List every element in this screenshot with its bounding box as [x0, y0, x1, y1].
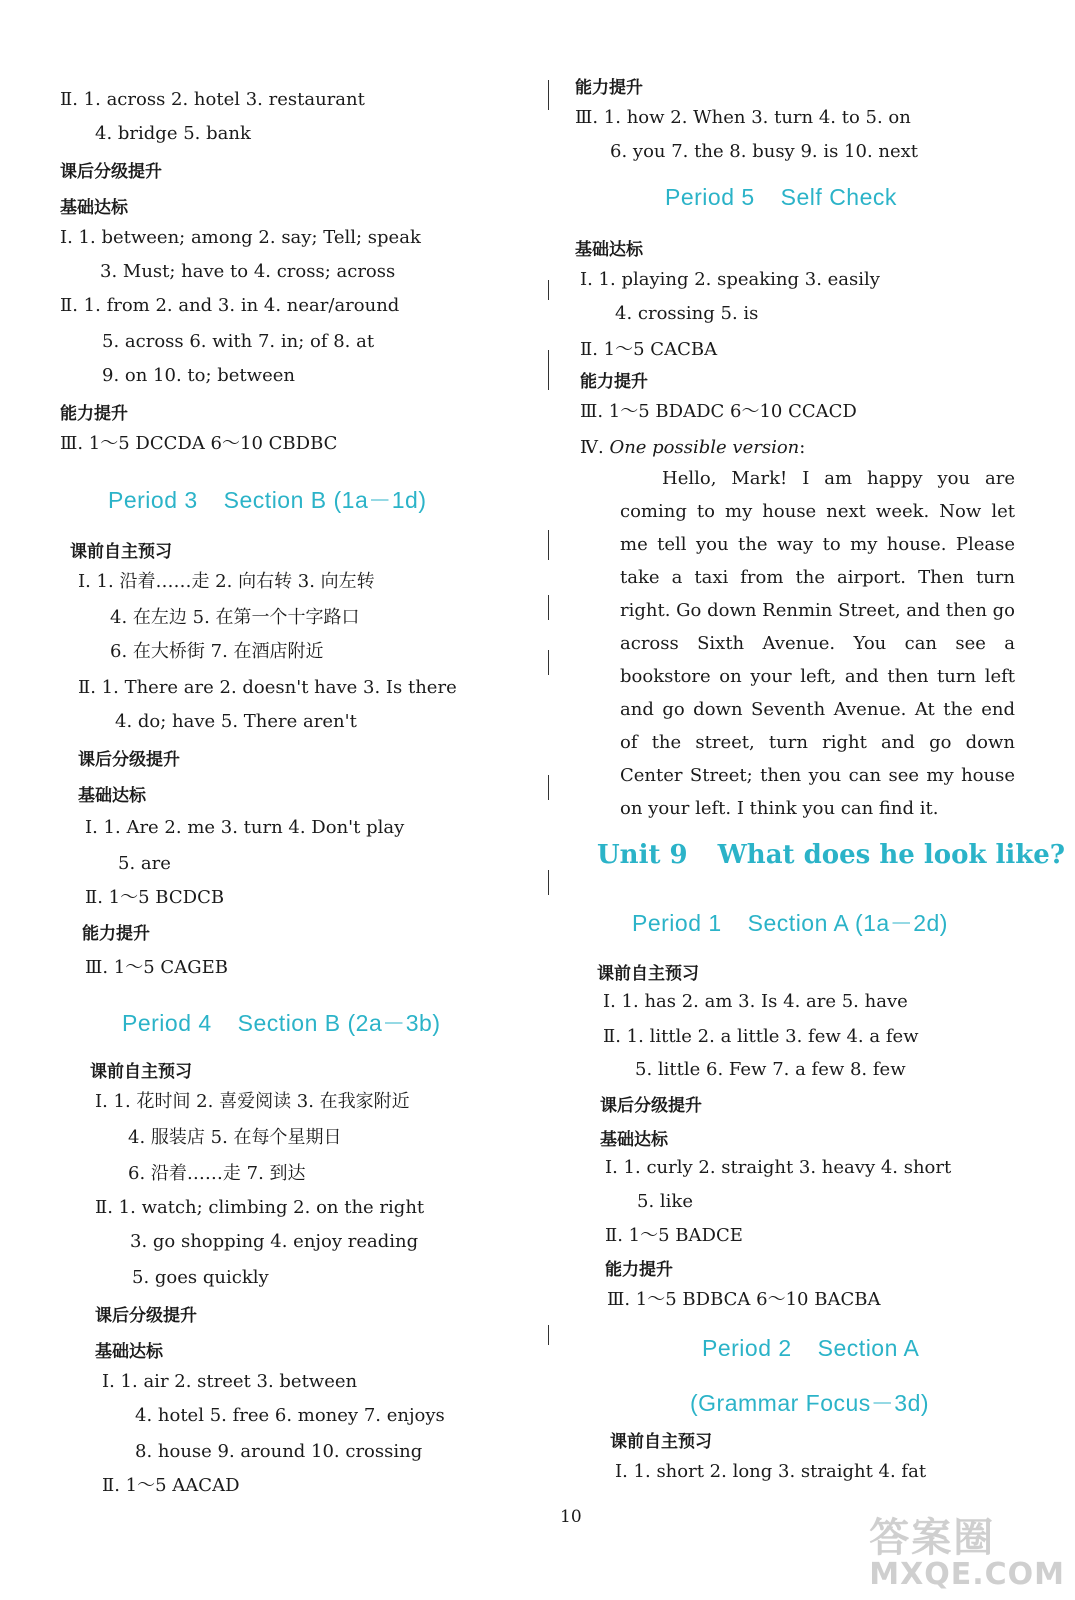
answer-line: 4. crossing 5. is — [615, 303, 759, 324]
section-range: Section B (1a－1d) — [223, 487, 427, 513]
answer-line: Ⅲ. 1～5 DCCDA 6～10 CBDBC — [60, 433, 338, 454]
answer-line: 3. Must; have to 4. cross; across — [100, 261, 396, 282]
section-label: 基础达标 — [60, 198, 128, 218]
column-divider — [548, 650, 549, 675]
column-divider — [548, 775, 549, 800]
answer-line: Ⅲ. 1～5 CAGEB — [85, 957, 228, 978]
period-subheading: (Grammar Focus－3d) — [690, 1390, 930, 1416]
section-label: 基础达标 — [78, 786, 146, 806]
sample-essay: Hello, Mark! I am happy you are coming to my house next week. Now let me tell you the way to my house. Please take a taxi from the airport. Then turn right. Go down Renmin Street, and then go across Sixth Avenue. You can see a bookstore on your left, and then turn left and go down Seventh Avenue. At the end of the street, turn right and go down Center Street; then you can see my house on your left. I think you can find it. — [620, 468, 1015, 819]
section-label: 课前自主预习 — [597, 964, 699, 984]
answer-line: 4. hotel 5. free 6. money 7. enjoys — [135, 1405, 445, 1426]
section-range: Section A (1a－2d) — [747, 910, 948, 936]
answer-line: Ⅰ. 1. Are 2. me 3. turn 4. Don't play — [85, 817, 405, 838]
answer-line: Ⅱ. 1. across 2. hotel 3. restaurant — [60, 89, 365, 110]
answer-line: 8. house 9. around 10. crossing — [135, 1441, 423, 1462]
section-range: Section B (2a－3b) — [237, 1010, 441, 1036]
watermark-logo: 答案圈 MXQE.COM — [869, 1515, 1065, 1592]
section-range: Self Check — [780, 184, 897, 210]
section-label: 能力提升 — [605, 1260, 673, 1280]
period-heading — [702, 1335, 919, 1362]
answer-line: Ⅱ. 1～5 AACAD — [102, 1475, 240, 1496]
section-label: 课后分级提升 — [600, 1096, 702, 1116]
answer-line: Ⅰ. 1. air 2. street 3. between — [102, 1371, 358, 1392]
answer-line: 5. are — [118, 853, 171, 874]
answer-line: 5. like — [637, 1191, 693, 1212]
answer-line: 4. 服装店 5. 在每个星期日 — [128, 1127, 342, 1148]
answer-line: Ⅱ. 1. from 2. and 3. in 4. near/around — [60, 295, 400, 316]
answer-line: Ⅳ. One possible version: — [580, 437, 806, 458]
section-label: 课后分级提升 — [95, 1306, 197, 1326]
answer-line: 6. 在大桥街 7. 在酒店附近 — [110, 641, 324, 662]
period-label: Period 4 — [122, 1010, 212, 1036]
section-label: 基础达标 — [95, 1342, 163, 1362]
answer-line: Ⅰ. 1. playing 2. speaking 3. easily — [580, 269, 880, 290]
period-label: Period 2 — [702, 1335, 792, 1361]
unit-number: Unit 9 — [597, 840, 688, 870]
unit-title: What does he look like? — [717, 840, 1066, 870]
answer-line: 6. you 7. the 8. busy 9. is 10. next — [610, 141, 919, 162]
column-divider — [548, 870, 549, 895]
period-heading — [632, 905, 948, 938]
answer-line: 5. goes quickly — [132, 1267, 269, 1288]
answer-line: 5. little 6. Few 7. a few 8. few — [635, 1059, 906, 1080]
answer-line: Ⅲ. 1. how 2. When 3. turn 4. to 5. on — [575, 107, 911, 128]
section-label: 课后分级提升 — [78, 750, 180, 770]
column-divider — [548, 350, 549, 390]
answer-line: Ⅱ. 1～5 BCDCB — [85, 887, 225, 908]
section-label: 能力提升 — [580, 372, 648, 392]
period-label: Period 3 — [108, 487, 198, 513]
answer-line: 4. do; have 5. There aren't — [115, 711, 357, 732]
answer-line: Ⅱ. 1. watch; climbing 2. on the right — [95, 1197, 425, 1218]
section-label: 能力提升 — [575, 78, 643, 98]
period-label: Period 5 — [665, 184, 755, 210]
answer-line: Ⅰ. 1. 花时间 2. 喜爱阅读 3. 在我家附近 — [95, 1091, 410, 1112]
period-label: Period 1 — [632, 910, 722, 936]
answer-line: Ⅱ. 1. little 2. a little 3. few 4. a few — [603, 1026, 919, 1047]
answer-line: Ⅰ. 1. curly 2. straight 3. heavy 4. short — [605, 1157, 952, 1178]
answer-line: Ⅱ. 1. There are 2. doesn't have 3. Is there — [78, 677, 457, 698]
section-label: 课后分级提升 — [60, 162, 162, 182]
answer-line: 6. 沿着……走 7. 到达 — [128, 1163, 306, 1184]
section-range: Section A — [817, 1335, 920, 1361]
period-heading — [108, 482, 427, 515]
answer-line: 9. on 10. to; between — [102, 365, 295, 386]
section-label: 课前自主预习 — [610, 1432, 712, 1452]
column-divider — [548, 595, 549, 620]
section-label: 基础达标 — [575, 240, 643, 260]
column-divider — [548, 530, 549, 560]
answer-line: Ⅰ. 1. has 2. am 3. Is 4. are 5. have — [603, 991, 908, 1012]
answer-line: Ⅱ. 1～5 CACBA — [580, 339, 718, 360]
section-label: 课前自主预习 — [70, 542, 172, 562]
answer-line: Ⅲ. 1～5 BDADC 6～10 CCACD — [580, 401, 857, 422]
answer-line: 5. across 6. with 7. in; of 8. at — [102, 331, 375, 352]
answer-line: Ⅱ. 1～5 BADCE — [605, 1225, 743, 1246]
section-label: 基础达标 — [600, 1130, 668, 1150]
section-label: 能力提升 — [82, 924, 150, 944]
page-number: 10 — [560, 1507, 582, 1527]
section-label: 课前自主预习 — [90, 1062, 192, 1082]
period-heading — [665, 184, 897, 211]
answer-line: Ⅲ. 1～5 BDBCA 6～10 BACBA — [607, 1289, 881, 1310]
answer-line: 4. 在左边 5. 在第一个十字路口 — [110, 607, 360, 628]
answer-line: Ⅰ. 1. short 2. long 3. straight 4. fat — [615, 1461, 927, 1482]
unit-heading — [597, 840, 1065, 870]
section-label: 能力提升 — [60, 404, 128, 424]
answer-line: Ⅰ. 1. between; among 2. say; Tell; speak — [60, 227, 421, 248]
column-divider — [548, 1325, 549, 1345]
answer-line: 3. go shopping 4. enjoy reading — [130, 1231, 419, 1252]
column-divider — [548, 280, 549, 300]
answer-line: Ⅰ. 1. 沿着……走 2. 向右转 3. 向左转 — [78, 571, 375, 592]
period-heading — [122, 1005, 441, 1038]
column-divider — [548, 80, 549, 110]
answer-line: 4. bridge 5. bank — [95, 123, 251, 144]
